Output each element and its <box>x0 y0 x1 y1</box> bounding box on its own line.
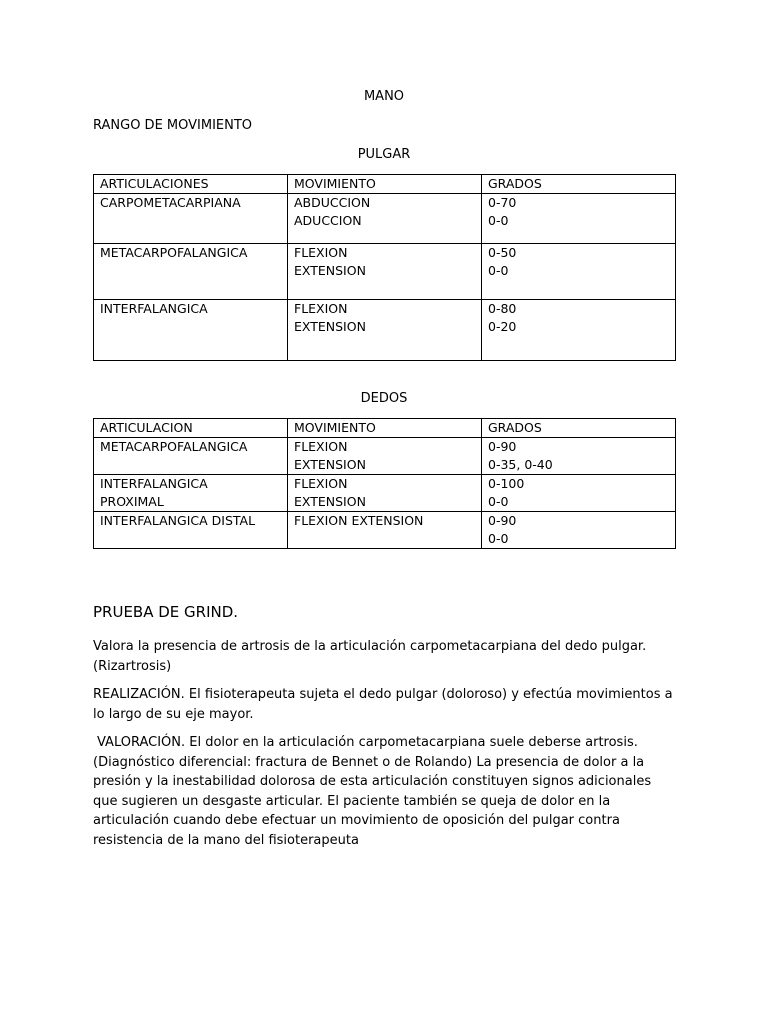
cell-line: FLEXION EXTENSION <box>294 513 424 528</box>
table-row <box>94 512 676 549</box>
table-cell <box>94 194 288 244</box>
cell-line: PROXIMAL <box>100 494 164 509</box>
grind-valoracion-paragraph: VALORACIÓN. El dolor en la articulación carpometacarpiana suele deberse artrosis. (Diagnóstico diferencial: fractura de Bennet o de Rolando) La presencia de dolor a la presión y la inestabilidad dolorosa de esta articulación constituyen signos adicionales que sugieren un desgaste articular. El paciente también se queja de dolor en la articulación cuando debe efectuar un movimiento de oposición del pulgar contra resistencia de la mano del fisioterapeuta <box>93 735 652 848</box>
cell-line: 0-0 <box>488 263 509 278</box>
table-cell <box>482 512 676 549</box>
cell-line: METACARPOFALANGICA <box>100 439 248 454</box>
table-cell <box>288 300 482 361</box>
table-row <box>94 438 676 475</box>
cell-line: 0-70 <box>488 195 517 210</box>
column-header: GRADOS <box>482 419 676 438</box>
cell-line: INTERFALANGICA <box>100 301 208 316</box>
table-header-row <box>94 175 676 194</box>
table-row <box>94 244 676 300</box>
cell-line: FLEXION <box>294 245 348 260</box>
cell-line: 0-0 <box>488 494 509 509</box>
table-cell <box>94 300 288 361</box>
grind-intro-paragraph: Valora la presencia de artrosis de la articulación carpometacarpiana del dedo pulgar. (Rizartrosis) <box>93 639 647 674</box>
cell-line: INTERFALANGICA DISTAL <box>100 513 256 528</box>
cell-line: 0-90 <box>488 439 517 454</box>
table-cell <box>482 438 676 475</box>
table-cell <box>482 244 676 300</box>
cell-line: EXTENSION <box>294 494 366 509</box>
cell-line: EXTENSION <box>294 263 366 278</box>
table-cell <box>94 244 288 300</box>
dedos-table <box>93 418 676 549</box>
cell-line: EXTENSION <box>294 319 366 334</box>
grind-heading: PRUEBA DE GRIND. <box>93 603 239 621</box>
table-cell <box>288 194 482 244</box>
grind-realizacion-paragraph: REALIZACIÓN. El fisioterapeuta sujeta el dedo pulgar (doloroso) y efectúa movimientos a lo largo de su eje mayor. <box>93 687 673 722</box>
cell-line: FLEXION <box>294 439 348 454</box>
column-header: MOVIMIENTO <box>288 175 482 194</box>
cell-line: CARPOMETACARPIANA <box>100 195 241 210</box>
table-cell <box>94 475 288 512</box>
cell-line: 0-90 <box>488 513 517 528</box>
cell-line: METACARPOFALANGICA <box>100 245 248 260</box>
section-subtitle: RANGO DE MOVIMIENTO <box>93 118 253 133</box>
cell-line: ADUCCION <box>294 213 362 228</box>
cell-line: FLEXION <box>294 301 348 316</box>
table-cell <box>482 475 676 512</box>
table-cell <box>288 438 482 475</box>
cell-line: EXTENSION <box>294 457 366 472</box>
column-header: GRADOS <box>482 175 676 194</box>
table-cell <box>94 512 288 549</box>
column-header: MOVIMIENTO <box>288 419 482 438</box>
table-header-row <box>94 419 676 438</box>
cell-line: ABDUCCION <box>294 195 371 210</box>
pulgar-table <box>93 174 676 361</box>
cell-line: 0-80 <box>488 301 517 316</box>
table-cell <box>288 244 482 300</box>
pulgar-caption: PULGAR <box>357 147 411 162</box>
page-title: MANO <box>363 89 405 104</box>
cell-line: 0-100 <box>488 476 525 491</box>
table-cell <box>482 300 676 361</box>
table-row <box>94 475 676 512</box>
column-header: ARTICULACION <box>94 419 288 438</box>
table-cell <box>288 475 482 512</box>
dedos-caption: DEDOS <box>360 391 408 406</box>
table-cell <box>94 438 288 475</box>
cell-line: 0-0 <box>488 531 509 546</box>
table-cell <box>482 194 676 244</box>
cell-line: 0-0 <box>488 213 509 228</box>
cell-line: FLEXION <box>294 476 348 491</box>
cell-line: 0-50 <box>488 245 517 260</box>
table-row <box>94 300 676 361</box>
column-header: ARTICULACIONES <box>94 175 288 194</box>
table-cell <box>288 512 482 549</box>
cell-line: 0-20 <box>488 319 517 334</box>
cell-line: INTERFALANGICA <box>100 476 208 491</box>
cell-line: 0-35, 0-40 <box>488 457 553 472</box>
table-row <box>94 194 676 244</box>
